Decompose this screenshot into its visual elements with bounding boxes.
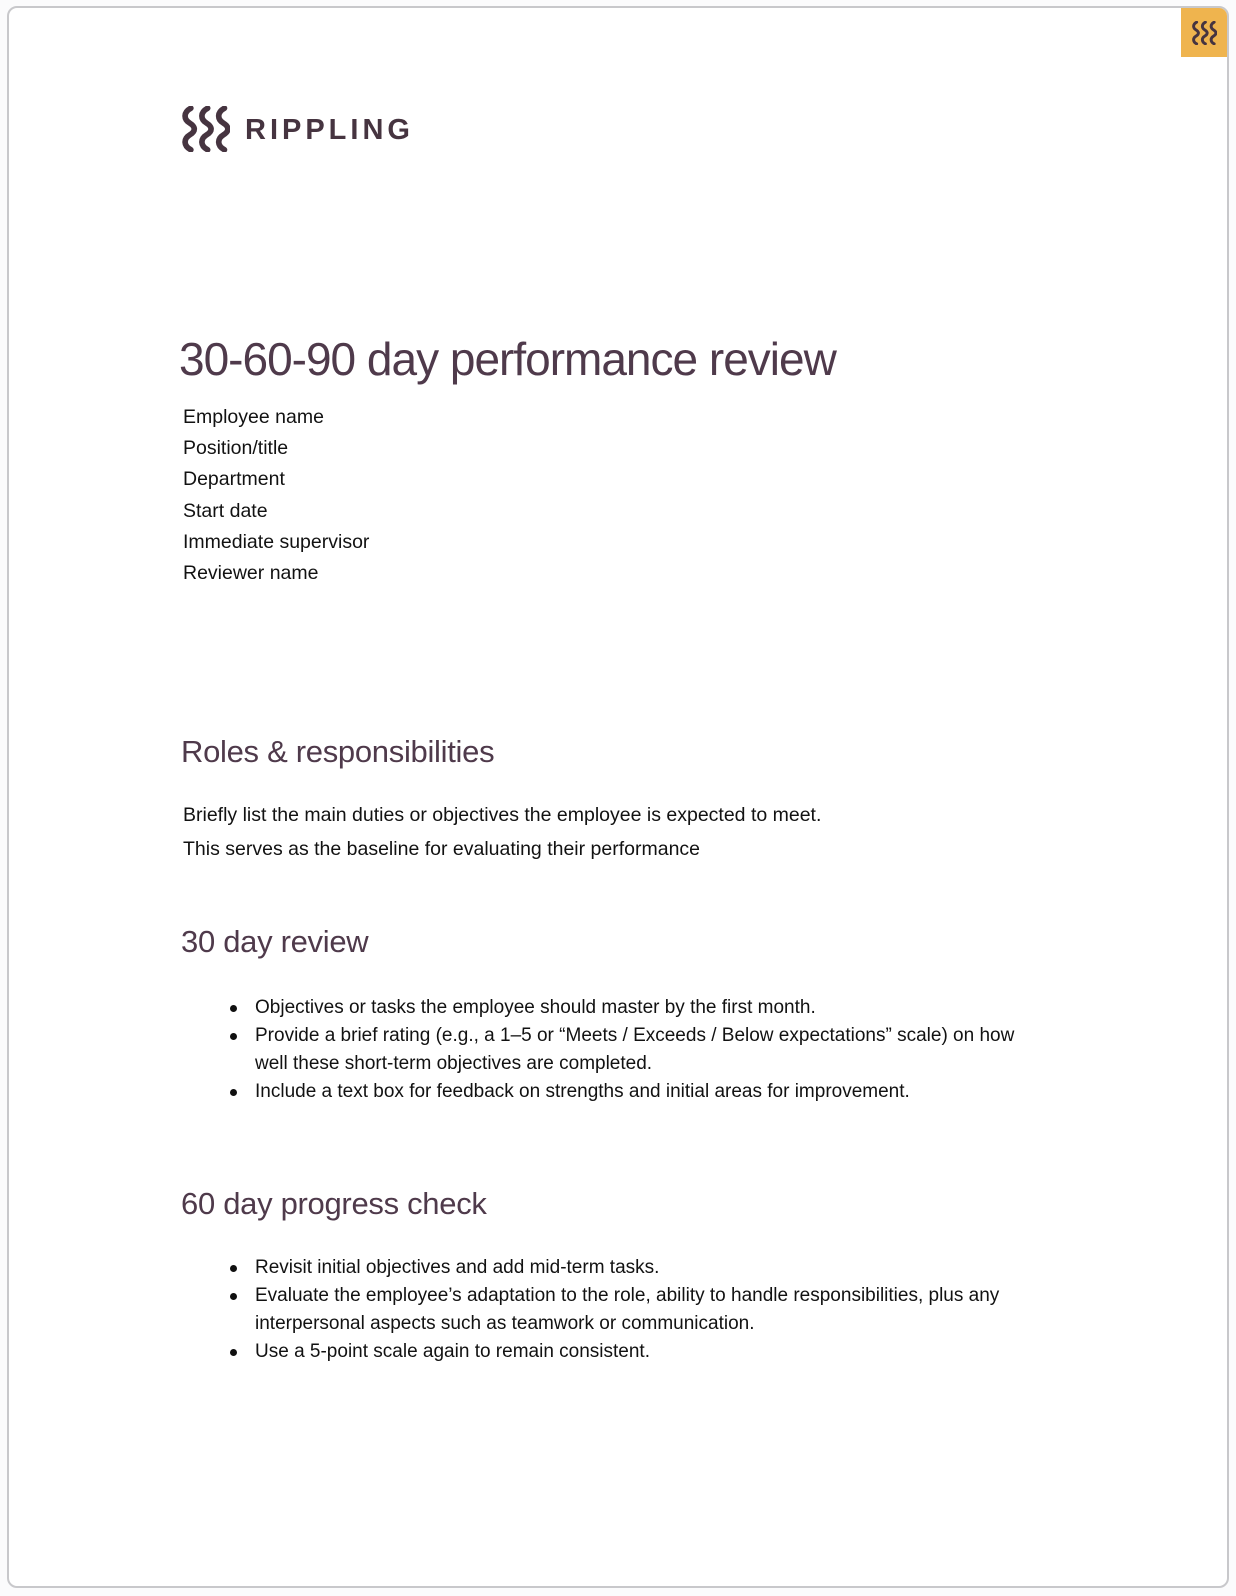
roles-description bbox=[183, 799, 821, 866]
page-title: 30-60-90 day performance review bbox=[179, 333, 836, 385]
rippling-waves-icon bbox=[180, 106, 230, 152]
info-immediate-supervisor: Immediate supervisor bbox=[183, 530, 370, 553]
list-item: Include a text box for feedback on strengths and initial areas for improvement. bbox=[226, 1078, 1026, 1106]
heading-30-day-review: 30 day review bbox=[181, 924, 369, 959]
roles-description-line-2: This serves as the baseline for evaluating their performance bbox=[183, 837, 701, 860]
bullet-list-30-day bbox=[226, 994, 1026, 1106]
info-department: Department bbox=[183, 468, 285, 491]
corner-brand-badge bbox=[1181, 8, 1227, 57]
document-page bbox=[7, 6, 1229, 1588]
heading-60-day-progress-check: 60 day progress check bbox=[181, 1186, 487, 1221]
roles-description-line-1: Briefly list the main duties or objectives the employee is expected to meet. bbox=[183, 804, 822, 826]
bullet-list-60-day bbox=[226, 1254, 1064, 1366]
rippling-wordmark: RIPPLING bbox=[245, 113, 414, 146]
list-item: Evaluate the employee’s adaptation to the role, ability to handle responsibilities, plus any interpersonal aspects such as teamwork or communication. bbox=[226, 1282, 1064, 1338]
list-item: Provide a brief rating (e.g., a 1–5 or “Meets / Exceeds / Below expectations” scale) on how well these short-term objectives are completed. bbox=[226, 1022, 1026, 1078]
info-reviewer-name: Reviewer name bbox=[183, 562, 319, 585]
rippling-logo bbox=[180, 106, 414, 152]
heading-roles-responsibilities: Roles & responsibilities bbox=[181, 734, 495, 769]
info-start-date: Start date bbox=[183, 499, 268, 522]
info-employee-name: Employee name bbox=[183, 406, 324, 428]
list-item: Use a 5-point scale again to remain consistent. bbox=[226, 1338, 1064, 1366]
info-position-title: Position/title bbox=[183, 437, 289, 460]
list-item: Objectives or tasks the employee should master by the first month. bbox=[226, 994, 1026, 1022]
employee-info-list bbox=[183, 402, 369, 589]
list-item: Revisit initial objectives and add mid-term tasks. bbox=[226, 1254, 1064, 1282]
rippling-waves-icon bbox=[1191, 21, 1217, 45]
